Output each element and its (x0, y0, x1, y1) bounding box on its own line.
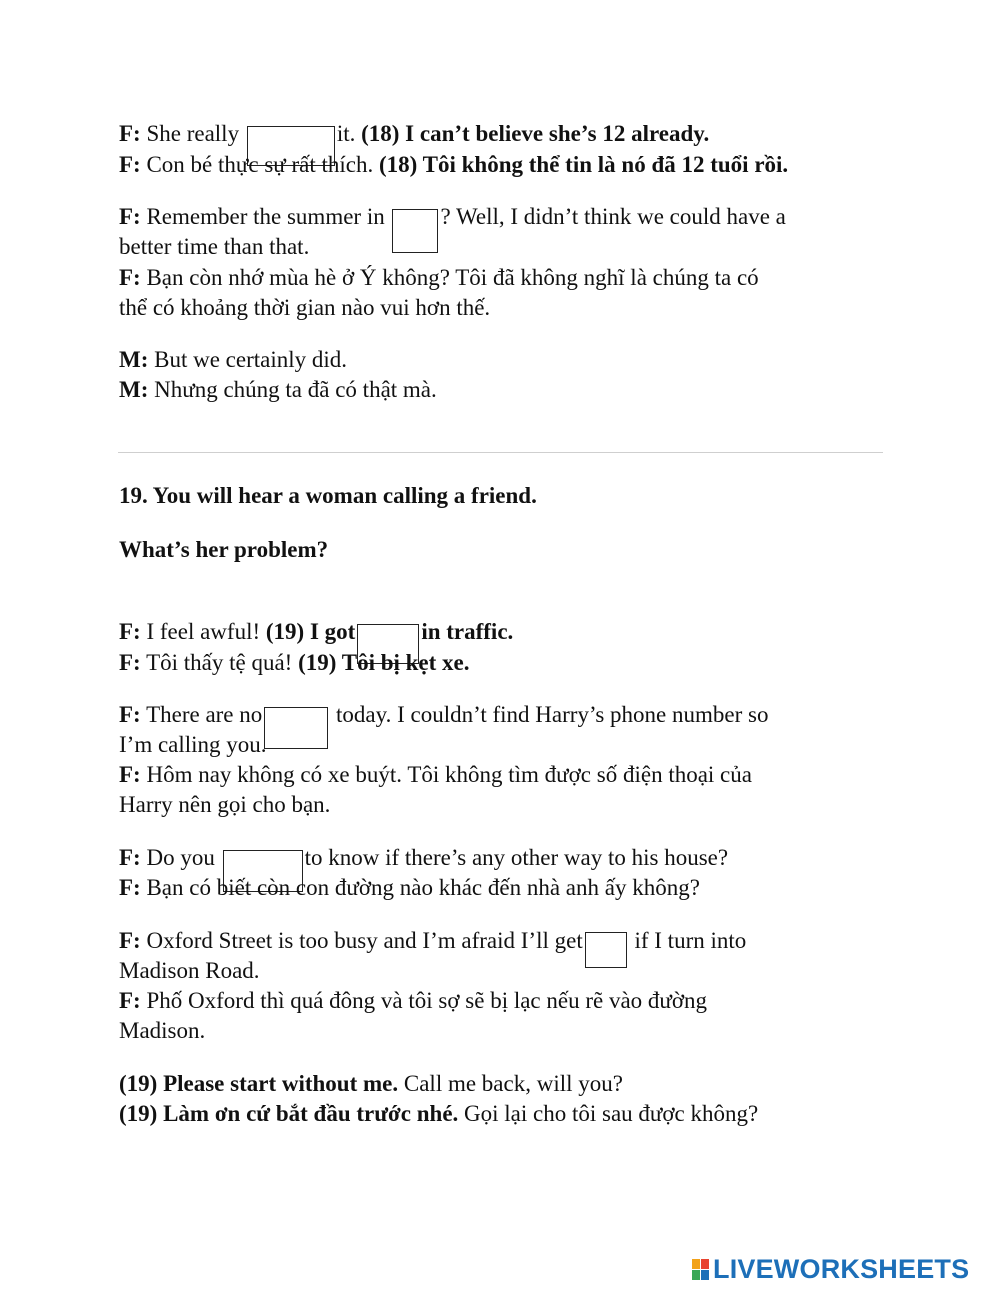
translation-line (119, 1100, 758, 1128)
translation-text: Tôi thấy tệ quá! (146, 650, 293, 675)
dialogue-text: She really (146, 121, 240, 146)
dialogue-text: to know if there’s any other way to his house? (304, 845, 729, 870)
answer-blank-4[interactable] (264, 707, 328, 749)
dialogue-text: Call me back, will you? (403, 1071, 623, 1096)
translation-line (119, 649, 470, 677)
answer-highlight: (19) Please start without me. (119, 1071, 399, 1096)
speaker-label: M: (119, 347, 149, 372)
dialogue-line (119, 346, 347, 374)
translation-text: Gọi lại cho tôi sau được không? (464, 1101, 759, 1126)
answer-highlight: (18) Tôi không thể tin là nó đã 12 tuổi rồi. (379, 152, 789, 177)
speaker-label: F: (119, 845, 141, 870)
dialogue-line (119, 1070, 623, 1098)
dialogue-line (119, 957, 260, 985)
speaker-label: F: (119, 650, 141, 675)
speaker-label: F: (119, 762, 141, 787)
dialogue-text: Do you (146, 845, 215, 870)
question-prompt: What’s her problem? (119, 537, 329, 562)
translation-line (119, 294, 490, 322)
answer-blank-2[interactable] (392, 209, 438, 253)
translation-line (119, 264, 759, 292)
logo-mark-icon (692, 1259, 709, 1280)
answer-highlight: (19) I got (265, 619, 356, 644)
speaker-label: F: (119, 928, 141, 953)
question-heading: 19. You will hear a woman calling a friend. (119, 483, 537, 508)
translation-text: Bạn có biết còn con đường nào khác đến nhà anh ấy không? (146, 875, 700, 900)
dialogue-line (119, 731, 267, 759)
translation-text: Con bé thực sự rất thích. (146, 152, 374, 177)
translation-text: Bạn còn nhớ mùa hè ở Ý không? Tôi đã không nghĩ là chúng ta có (146, 265, 759, 290)
translation-line (119, 791, 330, 819)
answer-highlight: in traffic. (421, 619, 514, 644)
dialogue-text: There are no (146, 702, 263, 727)
dialogue-text: better time than that. (119, 234, 310, 259)
dialogue-text: if I turn into (634, 928, 747, 953)
translation-line (119, 151, 788, 179)
translation-line (119, 1017, 205, 1045)
translation-text: Hôm nay không có xe buýt. Tôi không tìm được số điện thoại của (146, 762, 752, 787)
section-divider (118, 452, 883, 453)
translation-text: Nhưng chúng ta đã có thật mà. (154, 377, 437, 402)
speaker-label: F: (119, 875, 141, 900)
speaker-label: M: (119, 377, 149, 402)
translation-line (119, 874, 700, 902)
liveworksheets-logo (692, 1254, 969, 1285)
dialogue-text: But we certainly did. (154, 347, 348, 372)
dialogue-text: today. I couldn’t find Harry’s phone number so (336, 702, 769, 727)
dialogue-text: it. (336, 121, 356, 146)
answer-highlight: (19) Làm ơn cứ bắt đầu trước nhé. (119, 1101, 459, 1126)
speaker-label: F: (119, 121, 141, 146)
speaker-label: F: (119, 702, 141, 727)
dialogue-line (119, 233, 309, 261)
speaker-label: F: (119, 204, 141, 229)
answer-highlight: (19) Tôi bị kẹt xe. (298, 650, 470, 675)
translation-text: Madison. (119, 1018, 206, 1043)
speaker-label: F: (119, 265, 141, 290)
dialogue-text: Madison Road. (119, 958, 260, 983)
speaker-label: F: (119, 619, 141, 644)
translation-text: thể có khoảng thời gian nào vui hơn thế. (119, 295, 491, 320)
logo-text: LIVEWORKSHEETS (713, 1254, 970, 1284)
answer-highlight: (18) I can’t believe she’s 12 already. (361, 121, 710, 146)
dialogue-text: Remember the summer in (146, 204, 385, 229)
speaker-label: F: (119, 152, 141, 177)
translation-line (119, 761, 752, 789)
dialogue-text: I feel awful! (146, 619, 261, 644)
translation-line (119, 376, 437, 404)
translation-text: Harry nên gọi cho bạn. (119, 792, 331, 817)
speaker-label: F: (119, 988, 141, 1013)
dialogue-text: Oxford Street is too busy and I’m afraid I’ll get (146, 928, 583, 953)
answer-blank-6[interactable] (585, 932, 627, 968)
dialogue-text: ? Well, I didn’t think we could have a (440, 204, 786, 229)
translation-line (119, 987, 707, 1015)
dialogue-text: I’m calling you. (119, 732, 267, 757)
translation-text: Phố Oxford thì quá đông và tôi sợ sẽ bị lạc nếu rẽ vào đường (146, 988, 708, 1013)
